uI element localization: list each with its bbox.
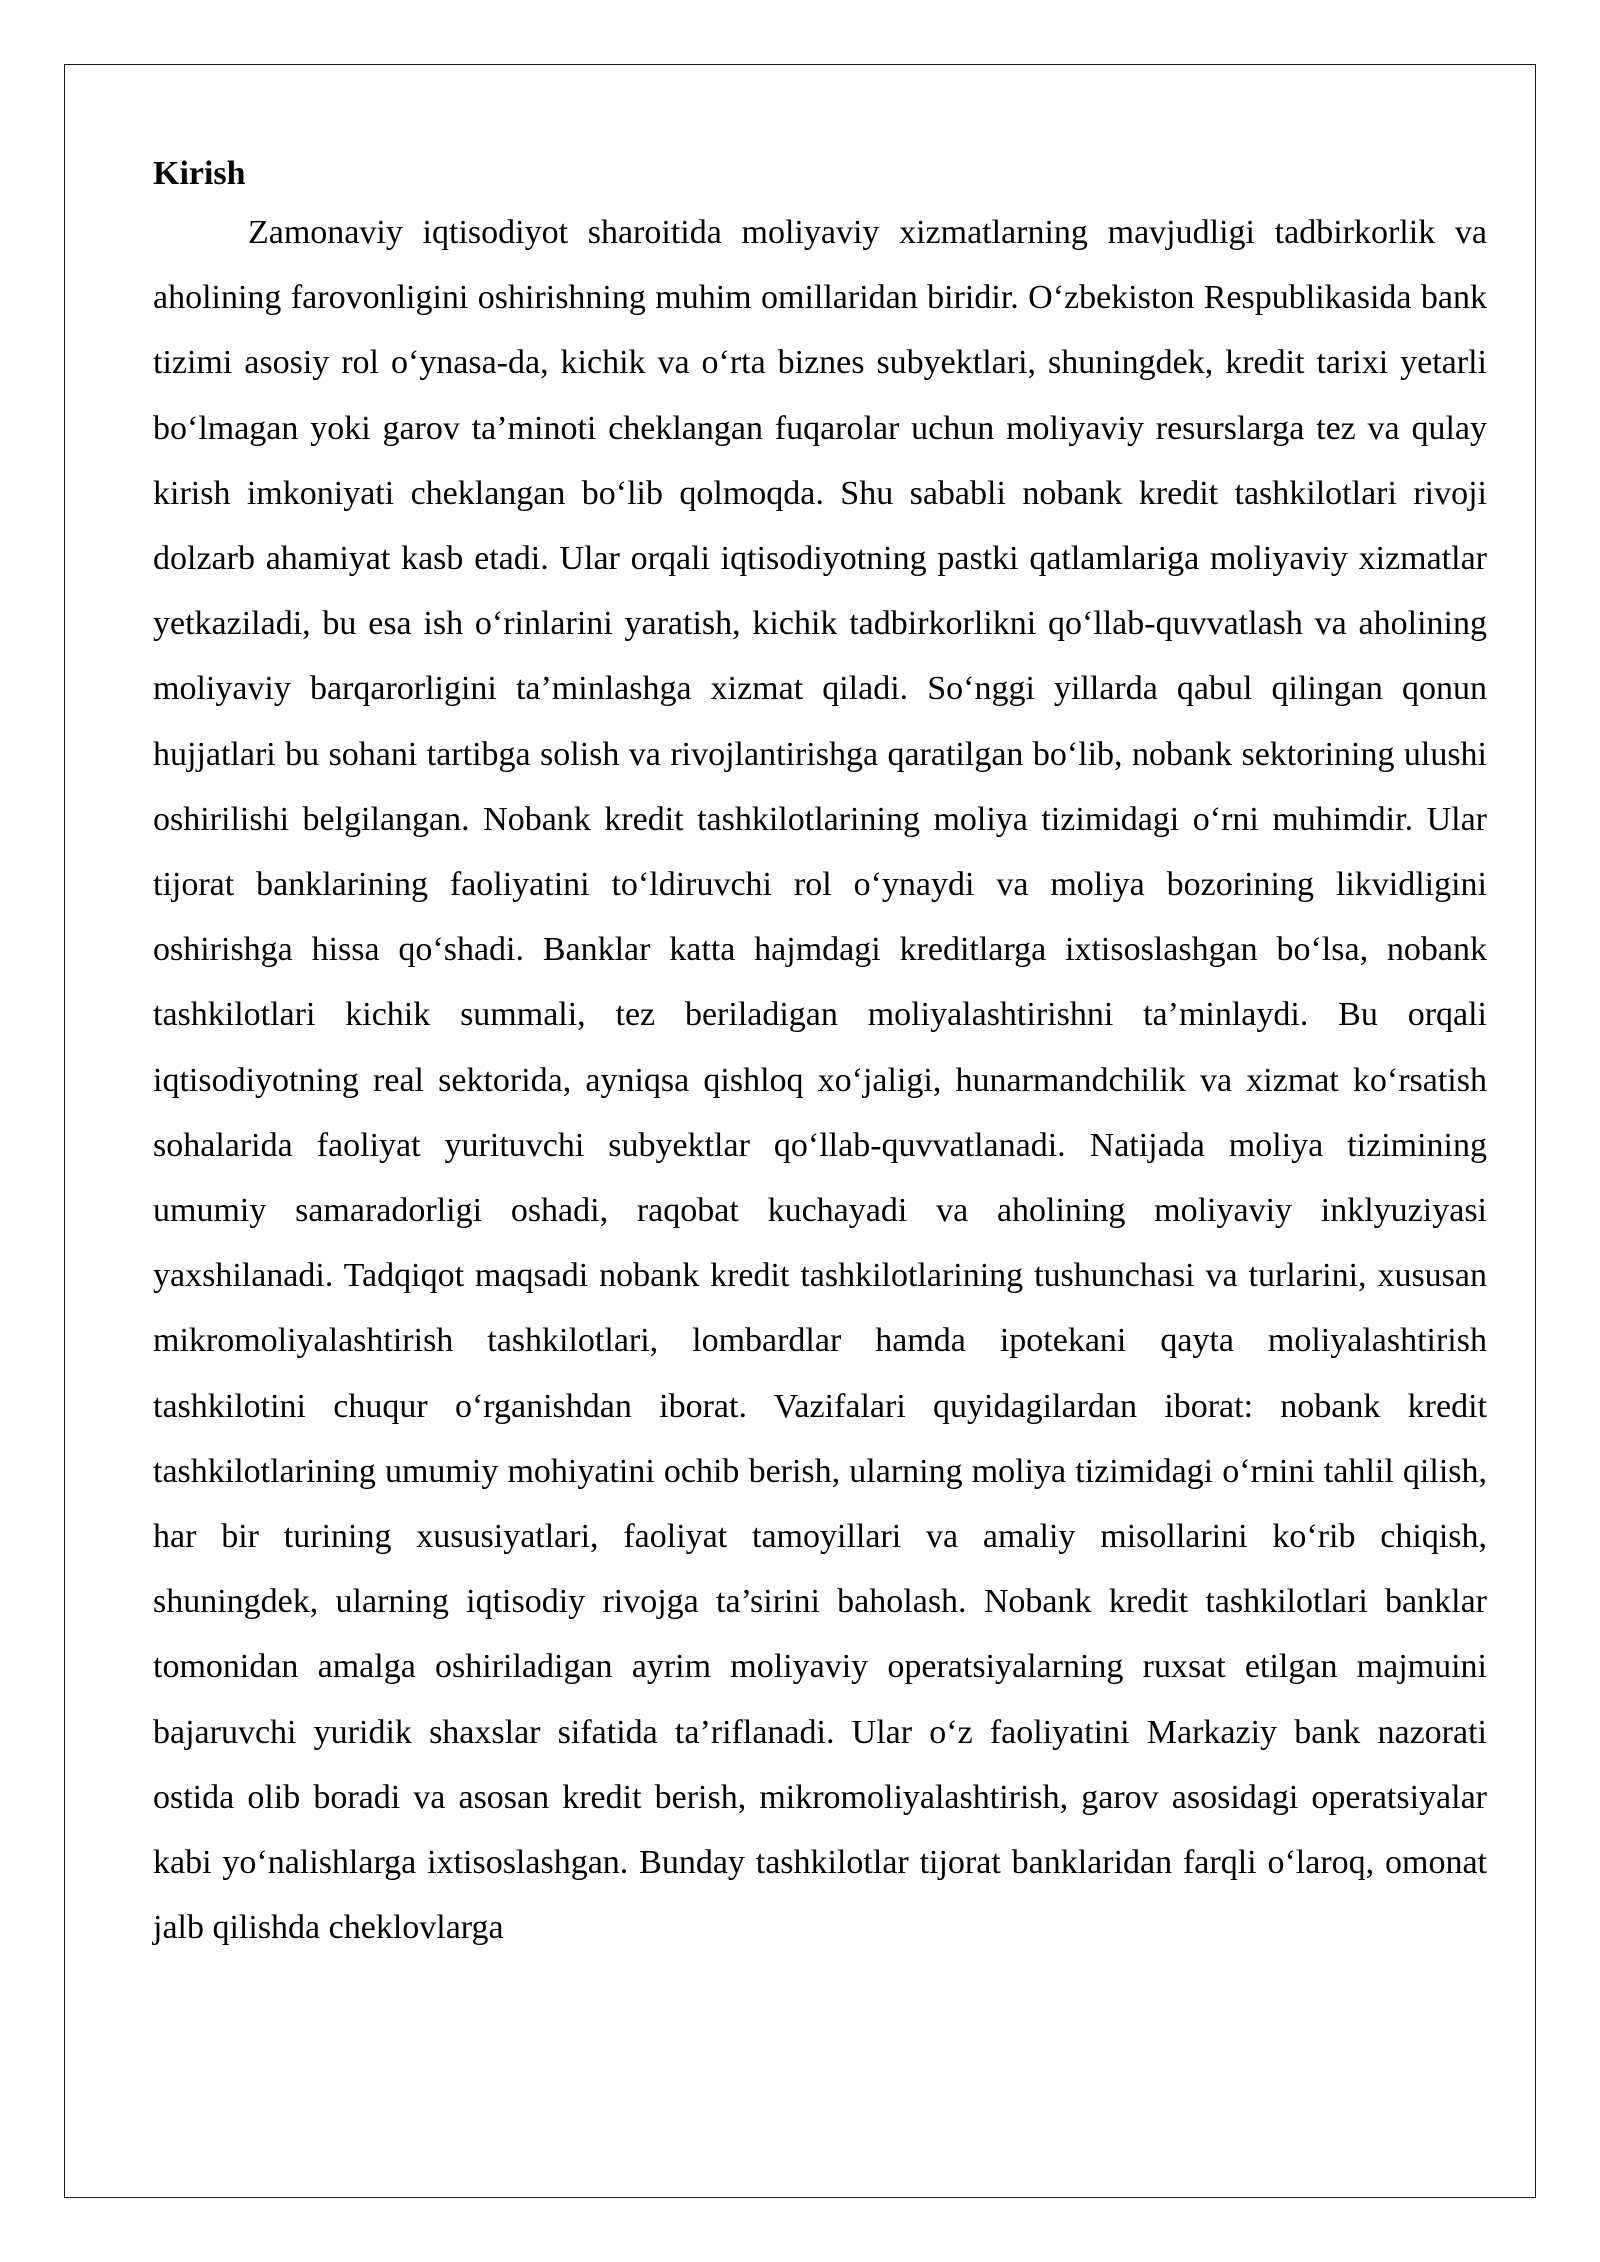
document-body xyxy=(153,146,1487,1960)
body-paragraph: Zamonaviy iqtisodiyot sharoitida moliyaviy xizmatlarning mavjudligi tadbirkorlik va aholining farovonligini oshirishning muhim omillaridan biridir. O‘zbekiston Respublikasida bank tizimi asosiy rol o‘ynasa-da, kichik va o‘rta biznes subyektlari, shuningdek, kredit tarixi yetarli bo‘lmagan yoki garov ta’minoti cheklangan fuqarolar uchun moliyaviy resurslarga tez va qulay kirish imkoniyati cheklangan bo‘lib qolmoqda. Shu sababli nobank kredit tashkilotlari rivoji dolzarb ahamiyat kasb etadi. Ular orqali iqtisodiyotning pastki qatlamlariga moliyaviy xizmatlar yetkaziladi, bu esa ish o‘rinlarini yaratish, kichik tadbirkorlikni qo‘llab-quvvatlash va aholining moliyaviy barqarorligini ta’minlashga xizmat qiladi. So‘nggi yillarda qabul qilingan qonun hujjatlari bu sohani tartibga solish va rivojlantirishga qaratilgan bo‘lib, nobank sektorining ulushi oshirilishi belgilangan. Nobank kredit tashkilotlarining moliya tizimidagi o‘rni muhimdir. Ular tijorat banklarining faoliyatini to‘ldiruvchi rol o‘ynaydi va moliya bozorining likvidligini oshirishga hissa qo‘shadi. Banklar katta hajmdagi kreditlarga ixtisoslashgan bo‘lsa, nobank tashkilotlari kichik summali, tez beriladigan moliyalashtirishni ta’minlaydi. Bu orqali iqtisodiyotning real sektorida, ayniqsa qishloq xo‘jaligi, hunarmandchilik va xizmat ko‘rsatish sohalarida faoliyat yurituvchi subyektlar qo‘llab-quvvatlanadi. Natijada moliya tizimining umumiy samaradorligi oshadi, raqobat kuchayadi va aholining moliyaviy inklyuziyasi yaxshilanadi. Tadqiqot maqsadi nobank kredit tashkilotlarining tushunchasi va turlarini, xususan mikromoliyalashtirish tashkilotlari, lombardlar hamda ipotekani qayta moliyalashtirish tashkilotini chuqur o‘rganishdan iborat. Vazifalari quyidagilardan iborat: nobank kredit tashkilotlarining umumiy mohiyatini ochib berish, ularning moliya tizimidagi o‘rnini tahlil qilish, har bir turining xususiyatlari, faoliyat tamoyillari va amaliy misollarini ko‘rib chiqish, shuningdek, ularning iqtisodiy rivojga ta’sirini baholash. Nobank kredit tashkilotlari banklar tomonidan amalga oshiriladigan ayrim moliyaviy operatsiyalarning ruxsat etilgan majmuini bajaruvchi yuridik shaxslar sifatida ta’riflanadi. Ular o‘z faoliyatini Markaziy bank nazorati ostida olib boradi va asosan kredit berish, mikromoliyalashtirish, garov asosidagi operatsiyalar kabi yo‘nalishlarga ixtisoslashgan. Bunday tashkilotlar tijorat banklaridan farqli o‘laroq, omonat jalb qilishda cheklovlarga xyxy=(153,214,1487,1947)
section-heading: Kirish xyxy=(153,155,246,192)
